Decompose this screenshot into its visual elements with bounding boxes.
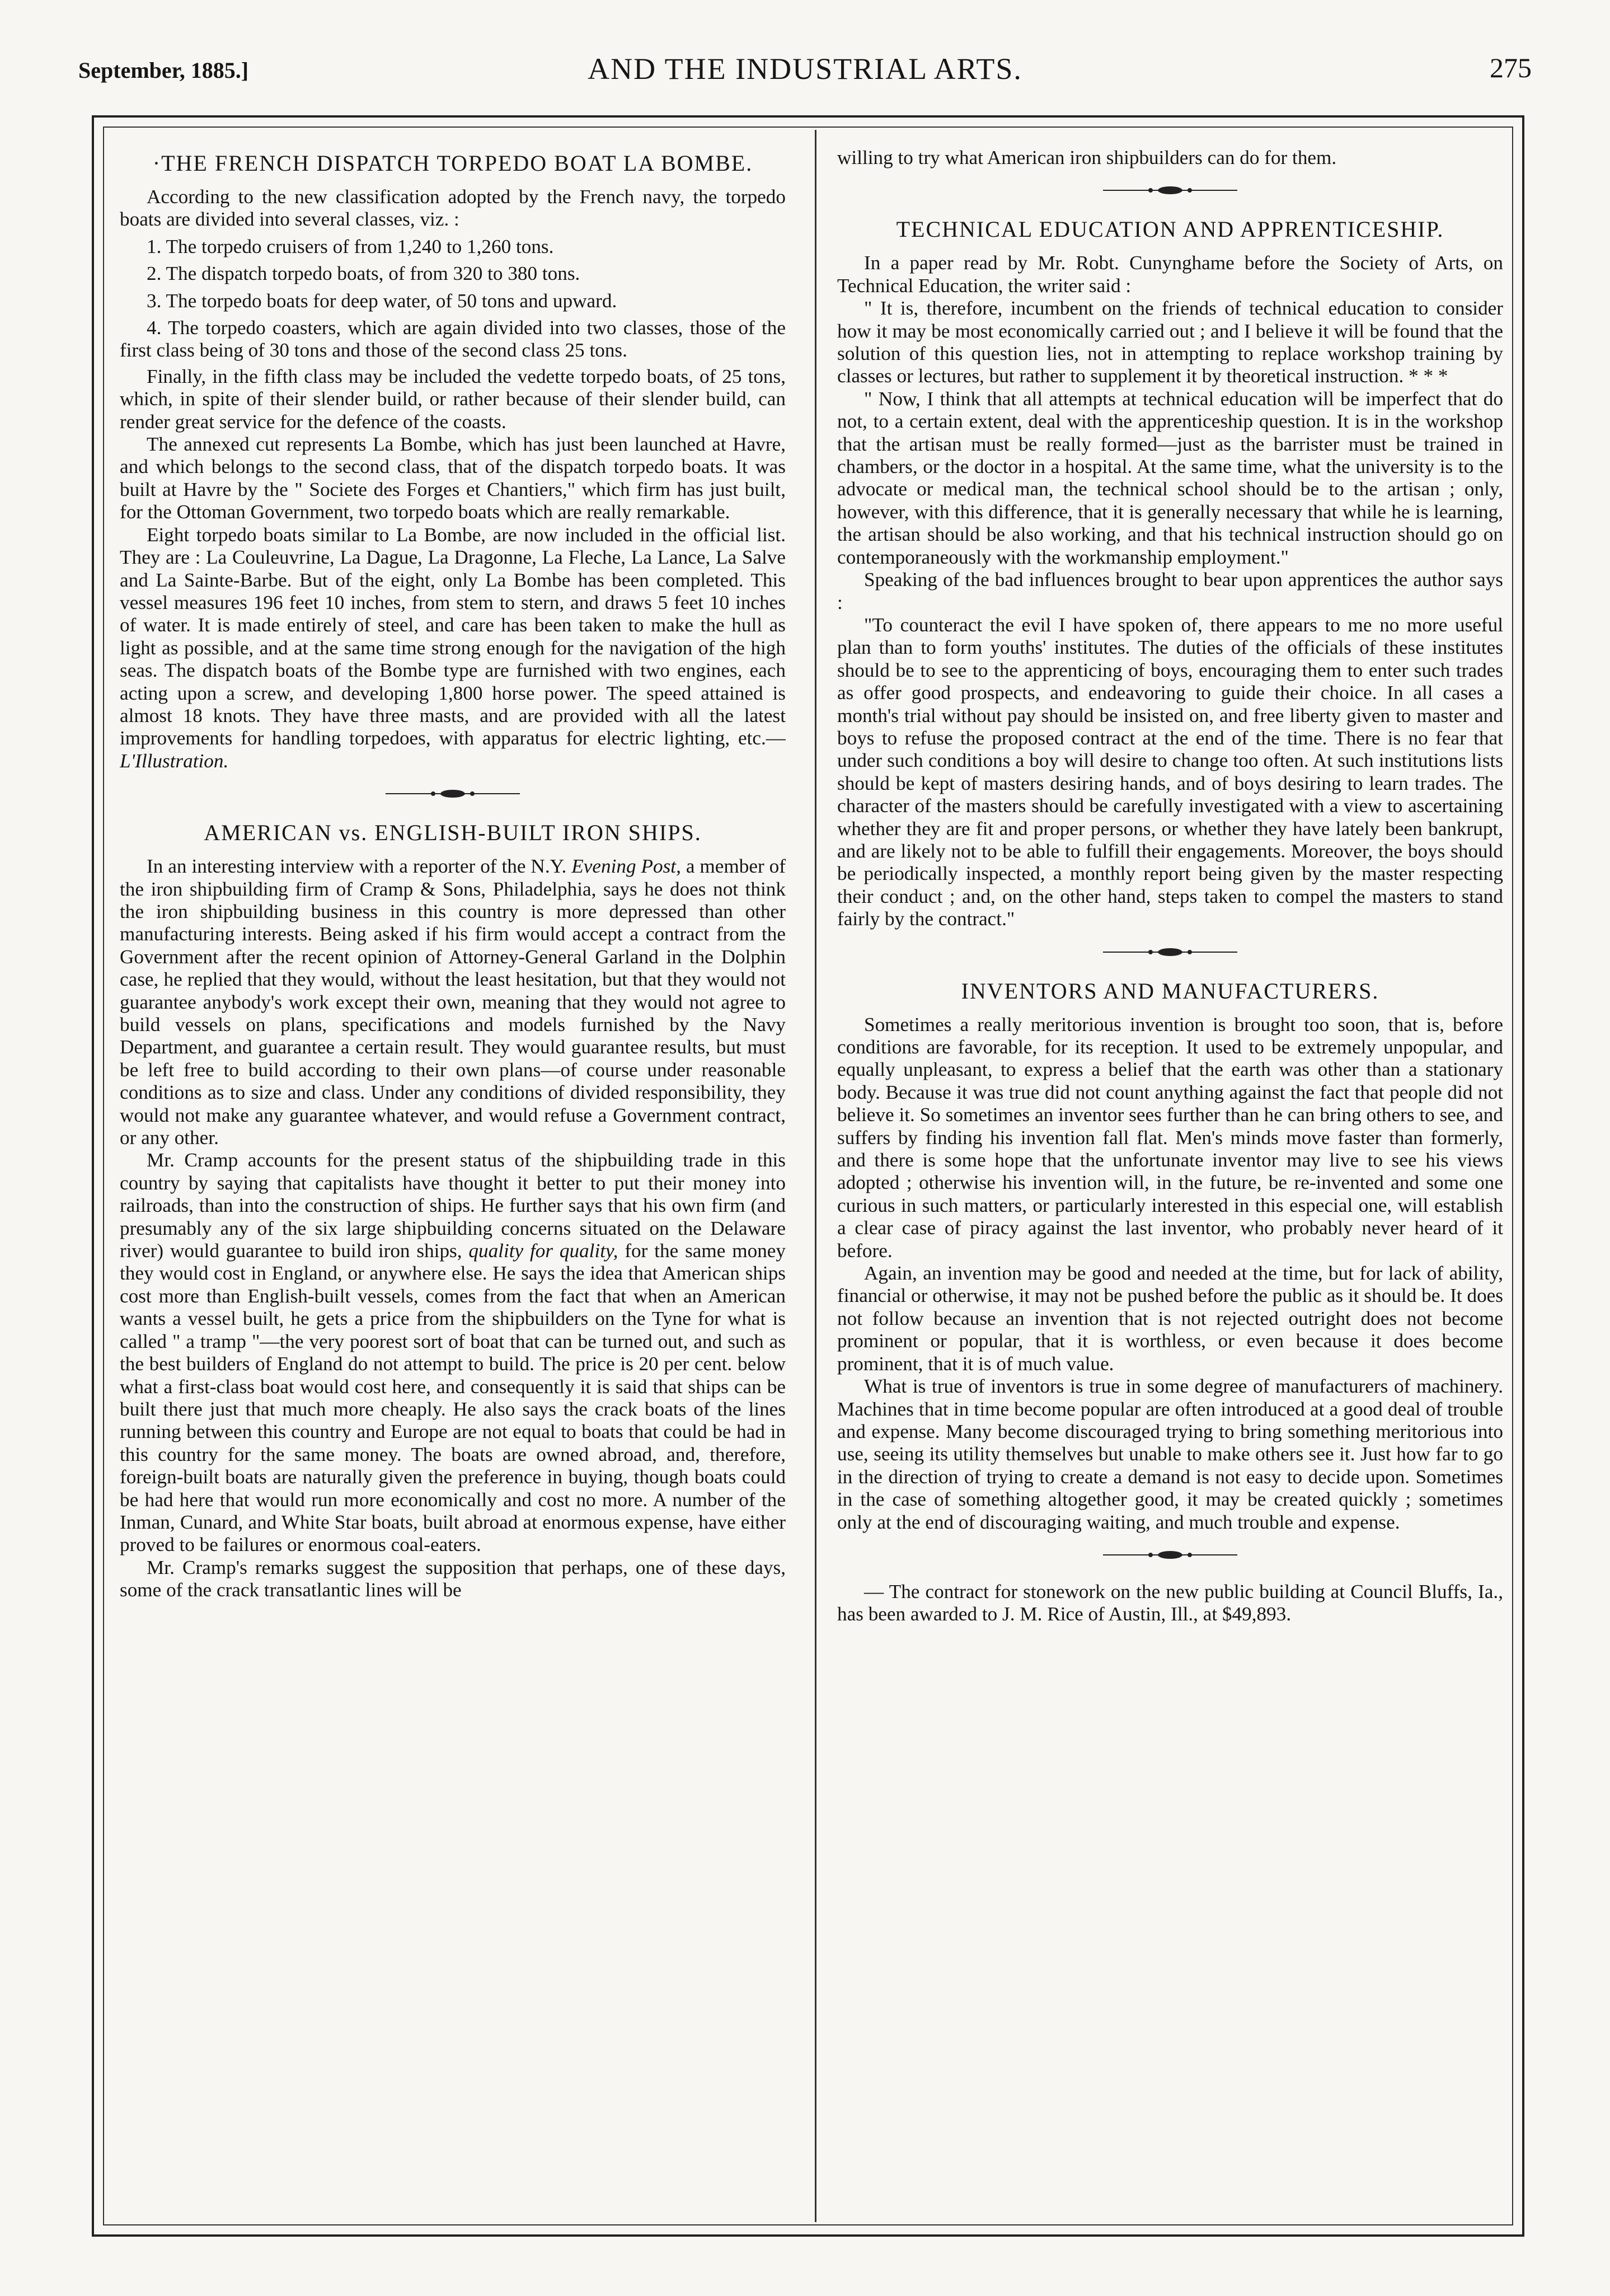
paragraph-text: a member of the iron shipbuilding firm of Cramp & Sons, Philadelphia, says he does not think the iron shipbuilding business in this country is more depressed than other manufacturing interests. Being asked if his firm would accept a contract from the Government after the recent opinion of Attorney-General Garland in the Dolphin case, he replied that they would, without the least hesitation, but that they would not guarantee anybody's work except their own, meaning that they would not agree to build vessels on plans, specifications and models furnished by the Navy Department, and guarantee a certain result. They would guarantee results, but must be left free to build according to their own plans—of course under reasonable conditions as to size and class. Under any conditions of divided responsibility, they would not make any guarantee whatever, and would refuse a Government contract, or any other.	[120, 855, 786, 1149]
paragraph: Sometimes a really meritorious invention is brought too soon, that is, before conditions are favorable, for its reception. It used to be extremely unpopular, and equally unpleasant, to express a belief that the earth was other than a stationary body. Because it was true did not count anything against the fact that people did not believe it. So sometimes an inventor sees further than he can bring others to see, and suffers by finding his invention fall flat. Men's minds move faster than formerly, and there is some hope that the unfortunate inventor may live to see his views adopted ; otherwise his invention will, in the future, be re-invented and some one curious in such matters, or particularly interested in this especial one, will establish a clear case of piracy against the last inventor, who probably never heard of it before.	[837, 1013, 1503, 1262]
paragraph: What is true of inventors is true in some degree of manufacturers of machinery. Machines that in time become popular are often introduced at a good deal of trouble and expense. Many become discouraged trying to bring something meritorious into use, seeing its utility themselves but unable to make others see it. Just how far to go in the direction of trying to create a demand is not easy to decide upon. Sometimes in the case of something altogether good, it may be created quickly ; sometimes only at the end of discouraging waiting, and much trouble and expense.	[837, 1375, 1503, 1533]
right-column	[837, 147, 1503, 2222]
paragraph-text: Mr. Cramp accounts for the present status of the shipbuilding trade in this country by saying that capitalists have thought it better to put their money into railroads, than into the construction of ships. He further says that his own firm (and presumably any of the six large shipbuilding concerns situated on the Delaware river) would guarantee to build iron ships,	[120, 1149, 786, 1262]
paragraph: In a paper read by Mr. Robt. Cunynghame before the Society of Arts, on Technical Education, the writer said :	[837, 252, 1503, 297]
page-number: 275	[1490, 52, 1532, 83]
paragraph	[120, 855, 786, 1149]
newspaper-name: Evening Post,	[571, 855, 681, 878]
divider-ornament-icon	[1097, 1548, 1243, 1562]
page-frame	[92, 115, 1524, 2237]
paragraph	[120, 524, 786, 772]
section-divider	[837, 1548, 1503, 1562]
paragraph: Speaking of the bad influences brought to bear upon apprentices the author says :	[837, 569, 1503, 613]
paragraph-text: Eight torpedo boats similar to La Bombe, are now included in the official list. They are : La Couleuvrine, La Dague, La Dragonne, La Fleche, La Lance, La Salve and La Sainte-Barbe. But of the eight, only La Bombe has been completed. This vessel measures 196 feet 10 inches, from stem to stern, and draws 5 feet 10 inches of water. It is made entirely of steel, and care has been taken to make the hull as light as possible, and at the same time strong enough for the navigation of the high seas. The dispatch boats of the Bombe type are furnished with two engines, each acting upon a screw, and developing 1,800 horse power. The speed attained is almost 18 knots. They have three masts, and are provided with all the latest improvements for handling torpedoes, with apparatus for electric lighting, etc.—	[120, 523, 786, 749]
continued-paragraph: willing to try what American iron shipbuilders can do for them.	[837, 147, 1337, 168]
section-divider	[120, 787, 786, 800]
paragraph: Again, an invention may be good and needed at the time, but for lack of ability, financial or otherwise, it may not be pushed before the public as it should be. It does not follow because an invention that is not rejected outright does not become prominent or popular, that it is worthless, or even because it does become prominent, that it is of much value.	[837, 1262, 1503, 1375]
paragraph-text: for the same money they would cost in England, or anywhere else. He says the idea that American ships cost more than English-built vessels, comes from the fact that when an American wants a vessel built, he gets a price from the shipbuilders on the Tyne for what is called " a tramp "—the very poorest sort of boat that can be turned out, and such as the best builders of England do not attempt to build. The price is 20 per cent. below what a first-class boat would cost here, and consequently it is said that ships can be built there just that much more cheaply. He also says the crack boats of the lines running between this country and Europe are not equal to boats that could be had in this country for the same money. The boats are owned abroad, and, therefore, foreign-built boats are naturally given the preference in buying, though boats could be had here that would run more economically and cost no more. A number of the Inman, Cunard, and White Star boats, built abroad at enormous expense, have either proved to be failures or enormous coal-eaters.	[120, 1240, 786, 1556]
paragraph: " It is, therefore, incumbent on the friends of technical education to consider how it may be most economically carried out ; and I believe it will be found that the solution of this question lies, not in attempting to replace workshop training by classes or lectures, but rather to supplement it by theoretical instruction. * * *	[837, 297, 1503, 387]
paragraph: According to the new classification adopted by the French navy, the torpedo boats are divided into several classes, viz. :	[120, 186, 786, 231]
news-item: — The contract for stonework on the new public building at Council Bluffs, Ia., has been awarded to J. M. Rice of Austin, Ill., at $49,893.	[837, 1580, 1503, 1625]
paragraph	[120, 1149, 786, 1556]
paragraph: " Now, I think that all attempts at technical education will be imperfect that do not, to a certain extent, deal with the apprenticeship question. It is in the workshop that the artisan must be really formed—just as the barrister must be trained in chambers, or the doctor in a hospital. At the same time, what the university is to the advocate or medical man, the technical school should be to the artisan ; only, however, with this difference, that it is generally necessary that while he is learning, the artisan should be also working, and that his technical instruction should go on contemporaneously with the workmanship employment."	[837, 387, 1503, 568]
divider-ornament-icon	[1097, 945, 1243, 959]
list-item: 2. The dispatch torpedo boats, of from 320 to 380 tons.	[147, 263, 580, 285]
list-item: 4. The torpedo coasters, which are again divided into two classes, those of the first class being of 30 tons and those of the second class 25 tons.	[120, 317, 786, 362]
paragraph: Finally, in the fifth class may be included the vedette torpedo boats, of 25 tons, which, in spite of their slender build, or rather because of their slender build, can render great service for the defence of the coasts.	[120, 365, 786, 433]
emphasis: quality for quality,	[468, 1240, 618, 1262]
section-divider	[837, 184, 1503, 197]
publication-title: AND THE INDUSTRIAL ARTS.	[588, 52, 1022, 86]
headline-technical-education: TECHNICAL EDUCATION AND APPRENTICESHIP.	[896, 217, 1444, 242]
list-item: 3. The torpedo boats for deep water, of 50 tons and upward.	[147, 289, 617, 312]
paragraph: Mr. Cramp's remarks suggest the supposition that perhaps, one of these days, some of the crack transatlantic lines will be	[120, 1556, 786, 1601]
section-divider	[837, 945, 1503, 959]
list-item: 1. The torpedo cruisers of from 1,240 to 1,260 tons.	[147, 235, 554, 257]
column-rule	[815, 130, 816, 2222]
divider-ornament-icon	[380, 787, 525, 800]
paragraph: The annexed cut represents La Bombe, which has just been launched at Havre, and which belongs to the second class, that of the dispatch torpedo boats. It was built at Havre by the " Societe des Forges et Chantiers," which firm has just built, for the Ottoman Government, two torpedo boats which are really remarkable.	[120, 433, 786, 523]
headline-inventors: INVENTORS AND MANUFACTURERS.	[961, 978, 1379, 1004]
headline-french-torpedo-boat: ·THE FRENCH DISPATCH TORPEDO BOAT LA BOMBE.	[152, 151, 753, 176]
left-column	[120, 147, 786, 2222]
running-head	[78, 51, 1532, 96]
headline-iron-ships: AMERICAN vs. ENGLISH-BUILT IRON SHIPS.	[204, 820, 702, 846]
paragraph-text: In an interesting interview with a reporter of the N.Y.	[147, 855, 572, 878]
issue-date: September, 1885.]	[78, 58, 249, 83]
source-citation: L'Illustration.	[120, 749, 229, 772]
divider-ornament-icon	[1097, 184, 1243, 197]
paragraph: "To counteract the evil I have spoken of, there appears to me no more useful plan than to form youths' institutes. The duties of the officials of these institutes should be to see to the apprenticing of boys, encouraging them to enter such trades as offer good prospects, and endeavoring to guide their choice. In all cases a month's trial without pay should be insisted on, and free liberty given to master and boys to refuse the proposed contract at the end of the time. There is no fear that under such conditions a boy will desire to change too often. At such institutions lists should be kept of masters desiring hands, and of boys desiring to learn trades. The character of the masters should be carefully investigated with a view to ascertaining whether they are fit and proper persons, or whether they have lately been bankrupt, and are likely not to be able to fulfill their engagements. Moreover, the boys should be periodically inspected, a monthly report being given by the master respecting their conduct ; and, on the other hand, steps taken to compel the masters to stand fairly by the contract."	[837, 613, 1503, 930]
